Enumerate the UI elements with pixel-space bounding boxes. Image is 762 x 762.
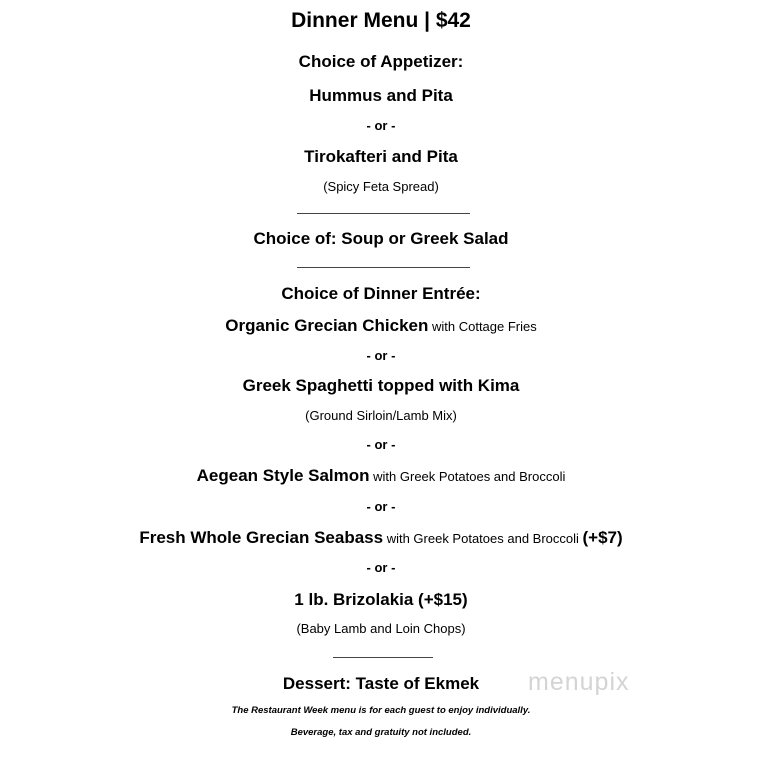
entree-salmon-side: with Greek Potatoes and Broccoli: [369, 469, 566, 484]
soup-salad-heading: Choice of: Soup or Greek Salad: [253, 229, 509, 248]
or-separator: - or -: [366, 348, 396, 363]
section-divider: [297, 213, 470, 214]
entree-seabass-side: with Greek Potatoes and Broccoli: [383, 531, 583, 546]
appetizer-tirokafteri: Tirokafteri and Pita: [304, 147, 458, 166]
entree-chicken: [0, 316, 762, 336]
dessert-line: Dessert: Taste of Ekmek: [282, 674, 480, 693]
or-separator: - or -: [366, 499, 396, 514]
entree-brizolakia: 1 lb. Brizolakia (+$15): [294, 590, 468, 609]
appetizer-hummus: Hummus and Pita: [309, 86, 453, 105]
appetizer-tirokafteri-desc: (Spicy Feta Spread): [323, 179, 439, 194]
entree-chicken-side: with Cottage Fries: [428, 319, 537, 334]
entree-heading: Choice of Dinner Entrée:: [281, 284, 481, 303]
footnote-beverage: Beverage, tax and gratuity not included.: [290, 727, 472, 738]
entree-salmon-name: Aegean Style Salmon: [196, 466, 370, 485]
entree-seabass-name: Fresh Whole Grecian Seabass: [139, 528, 384, 547]
or-separator: - or -: [366, 560, 396, 575]
entree-chicken-name: Organic Grecian Chicken: [225, 316, 429, 335]
or-separator: - or -: [366, 437, 396, 452]
entree-spaghetti-desc: (Ground Sirloin/Lamb Mix): [305, 408, 457, 423]
menupix-watermark: menupix: [528, 668, 630, 696]
entree-seabass: [0, 528, 762, 548]
entree-salmon: [0, 466, 762, 486]
section-divider: [333, 657, 433, 658]
entree-seabass-upcharge: (+$7): [582, 528, 623, 547]
section-divider: [297, 267, 470, 268]
footnote-individual: The Restaurant Week menu is for each guest to enjoy individually.: [231, 705, 531, 716]
appetizer-heading: Choice of Appetizer:: [298, 52, 464, 71]
entree-brizolakia-desc: (Baby Lamb and Loin Chops): [296, 621, 466, 636]
or-separator: - or -: [366, 118, 396, 133]
entree-spaghetti: Greek Spaghetti topped with Kima: [242, 376, 520, 395]
menu-title: Dinner Menu | $42: [291, 9, 471, 32]
